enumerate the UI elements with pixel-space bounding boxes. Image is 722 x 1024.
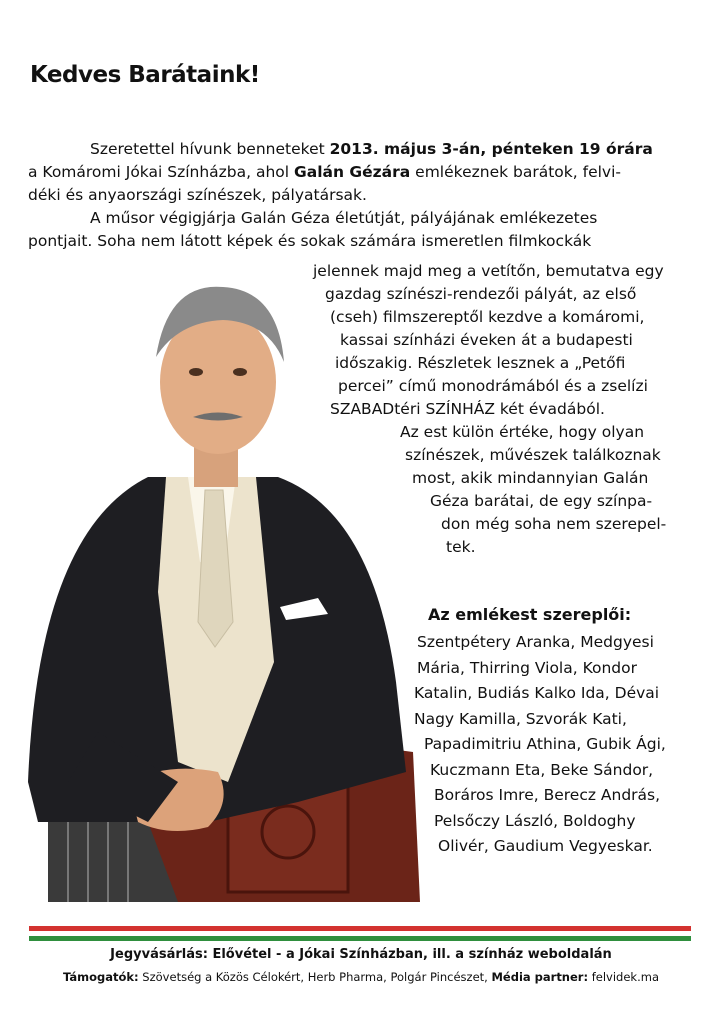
wrapped-line: gazdag színészi-rendezői pályát, az első [325,285,637,303]
intro-text: Szeretettel hívunk benneteket [90,140,330,158]
cast-member-line: Szentpétery Aranka, Medgyesi [417,633,654,651]
sponsors-line [0,970,722,984]
cast-member-line: Kuczmann Eta, Beke Sándor, [430,760,654,779]
cast-member-line: Boráros Imre, Berecz András, [434,786,661,804]
intro-line-3: déki és anyaországi színészek, pályatársak. [28,186,367,204]
wrapped-line: Géza barátai, de egy színpa- [430,492,653,510]
media-partner: felvidek.ma [588,970,659,984]
intro-line-2 [28,161,690,184]
sponsors-label: Támogatók: [63,970,139,984]
cast-member-line: Pelsőczy László, Boldoghy [434,811,636,830]
wrapped-line: don még soha nem szerepel- [441,515,667,533]
wrapped-line: SZABADtéri SZÍNHÁZ két évadából. [330,400,605,418]
cast-member-line: Mária, Thirring Viola, Kondor [417,658,637,677]
wrapped-line: kassai színházi éveken át a budapesti [340,331,633,349]
red-stripe [29,926,691,931]
cast-member-line: Papadimitriu Athina, Gubik Ági, [424,735,666,753]
intro-text: a Komáromi Jókai Színházba, ahol [28,163,295,181]
intro-text: emlékeznek barátok, felvi- [410,163,621,181]
wrapped-line: időszakig. Részletek lesznek a „Petőfi [335,354,626,372]
intro-line-5: pontjait. Soha nem látott képek és sokak számára ismeretlen filmkockák [28,232,592,250]
cast-member-line: Nagy Kamilla, Szvorák Kati, [414,709,627,728]
green-stripe [29,936,691,941]
intro-line-1 [28,138,690,161]
wrapped-line: színészek, művészek találkoznak [405,446,661,464]
ticket-info: Jegyvásárlás: Elővétel - a Jókai Színházban, ill. a színház weboldalán [110,947,612,962]
wrapped-line: percei” című monodrámából és a zselízi [338,377,648,395]
event-date: 2013. május 3-án, pénteken 19 órára [329,140,653,158]
wrapped-line: (cseh) filmszereptől kezdve a komáromi, [330,308,645,326]
page-heading: Kedves Barátaink! [30,62,260,88]
intro-paragraph [28,138,690,253]
cast-heading: Az emlékest szereplői: [428,605,632,624]
wrapped-line: most, akik mindannyian Galán [412,469,649,487]
sponsors-text: Szövetség a Közös Célokért, Herb Pharma, Polgár Pincészet, [138,970,492,984]
media-label: Média partner: [491,970,589,984]
cast-member-line: Olivér, Gaudium Vegyeskar. [438,837,653,855]
honoree-name: Galán Gézára [294,163,411,181]
wrapped-line: tek. [446,538,476,556]
wrapped-line: jelennek majd meg a vetítőn, bemutatva egy [313,262,664,280]
cast-member-line: Katalin, Budiás Kalko Ida, Dévai [414,684,660,702]
intro-line-4: A műsor végigjárja Galán Géza életútját, pályájának emlékezetes [90,209,598,227]
wrapped-line: Az est külön értéke, hogy olyan [400,423,645,441]
